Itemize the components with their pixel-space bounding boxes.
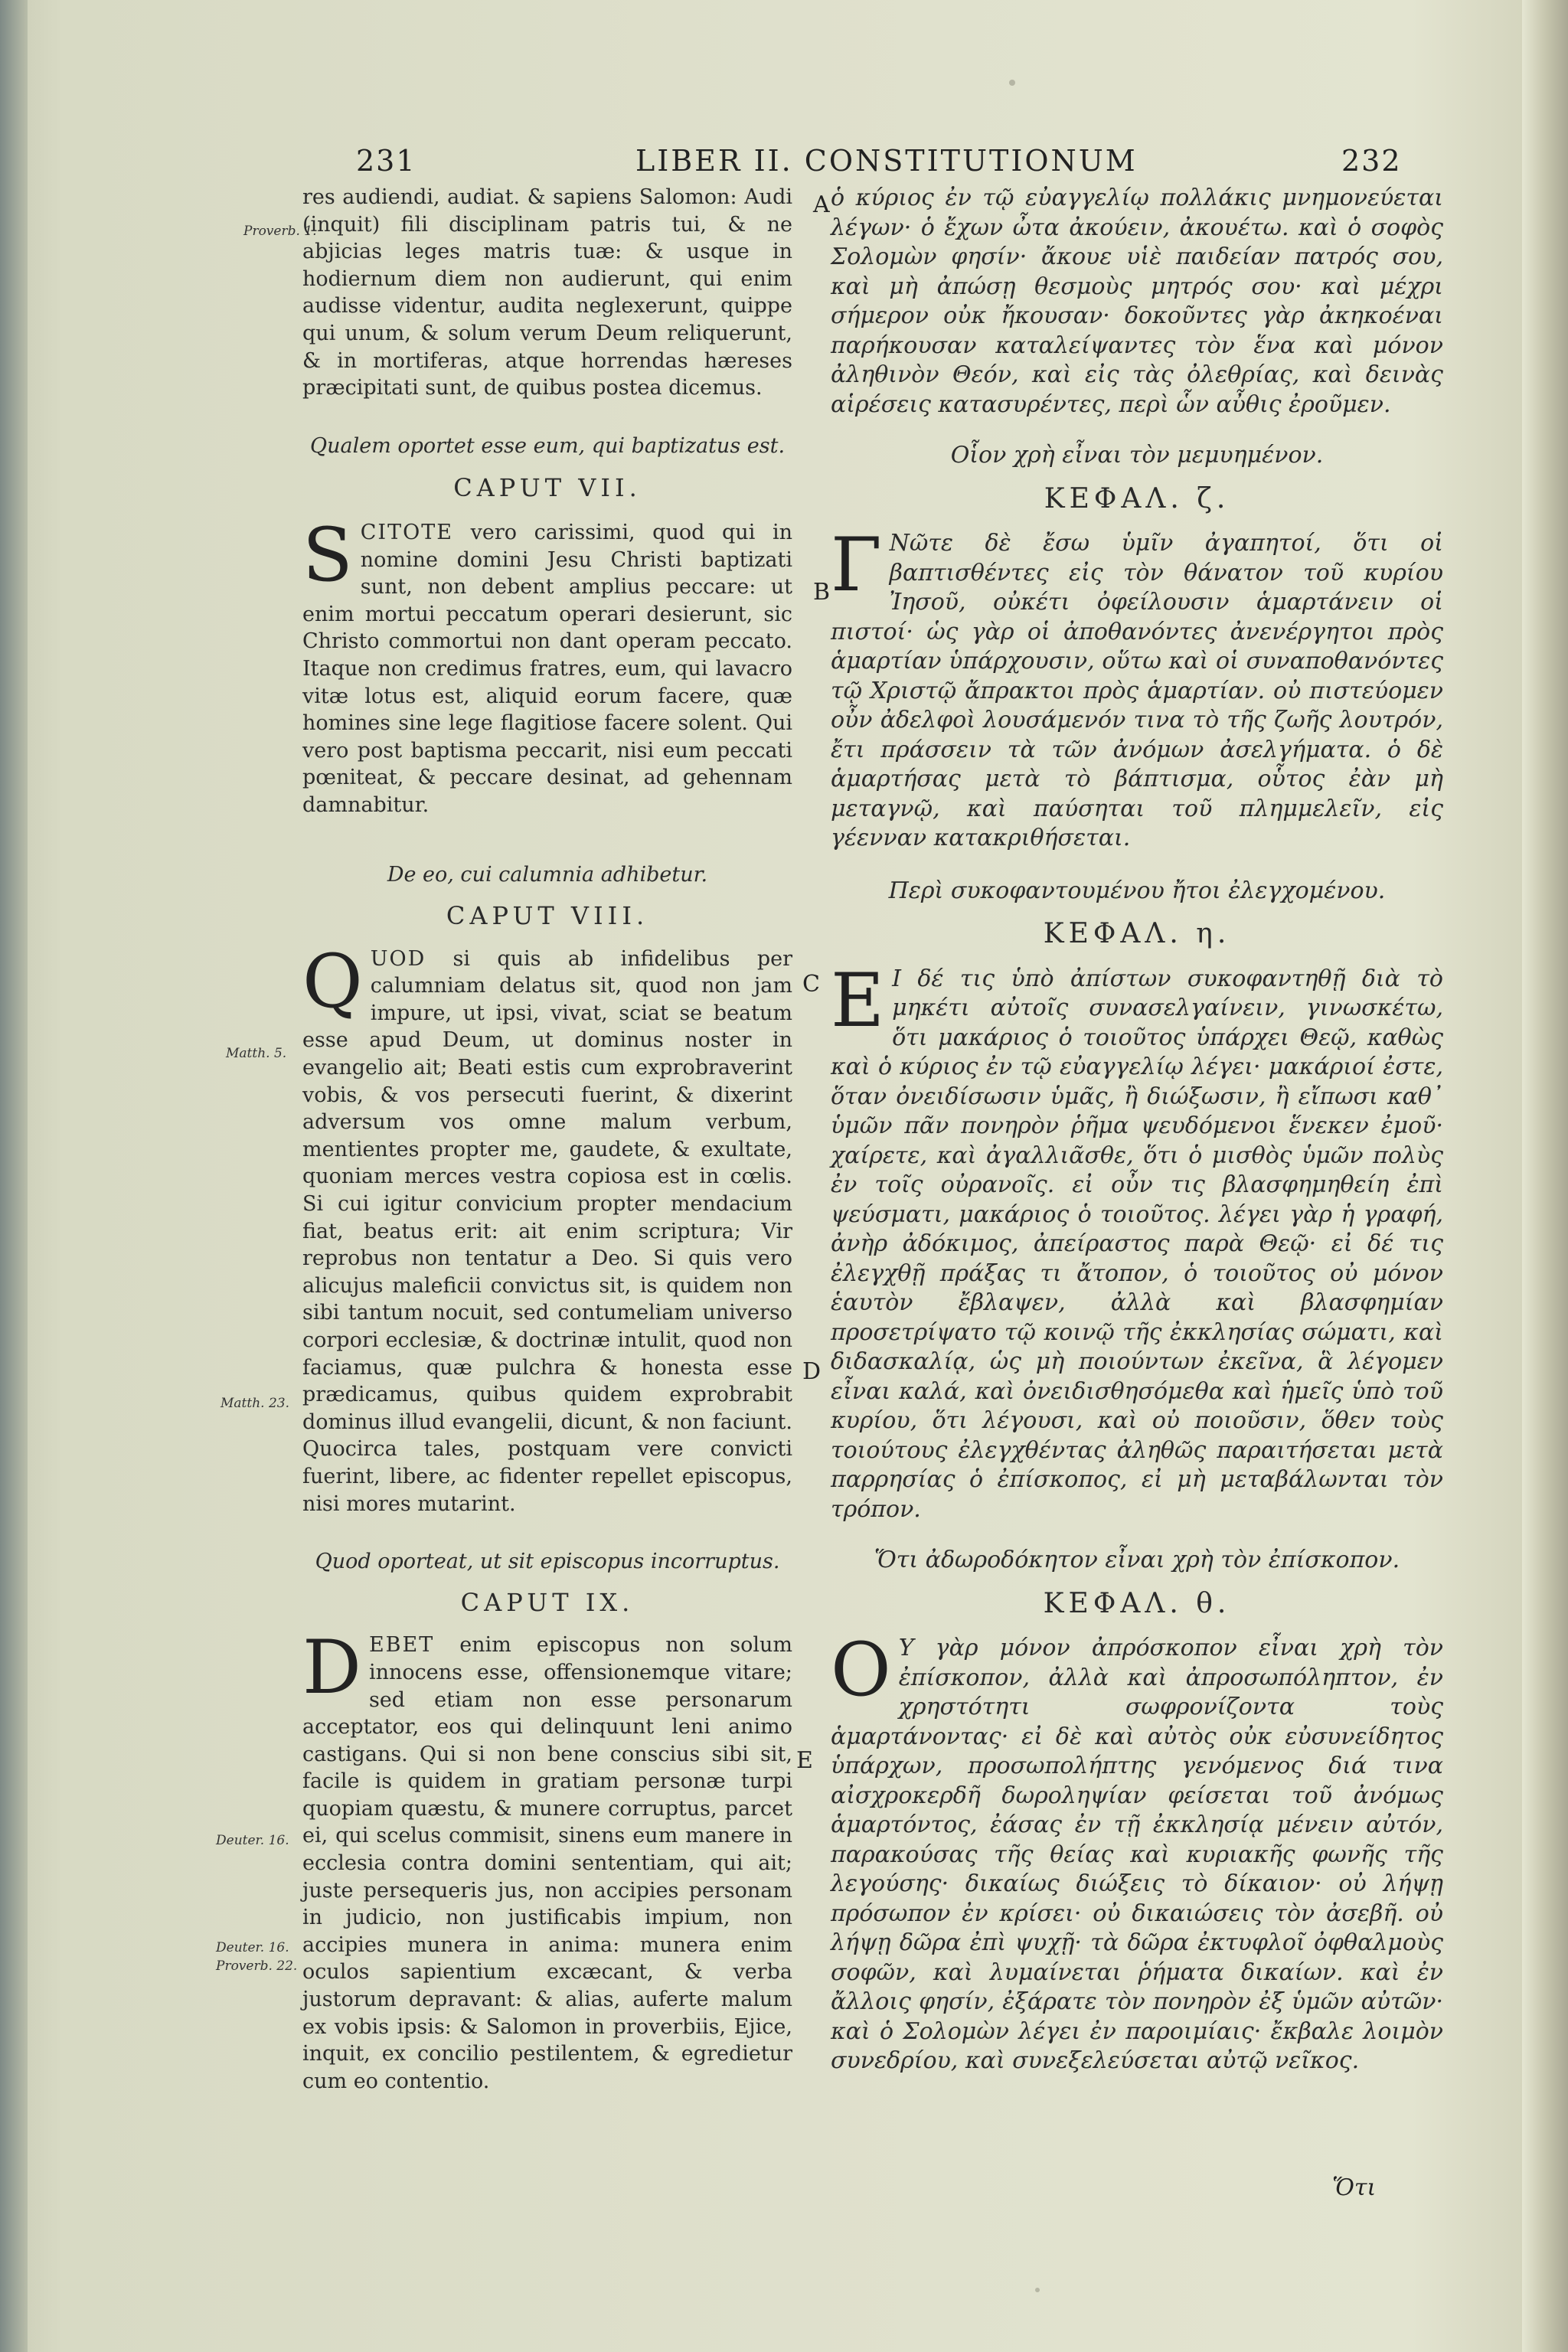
drop-cap: Q [302,938,363,1024]
page-fore-edge [1522,0,1568,2352]
greek-chapter-9-text [831,1627,1443,2076]
drop-cap: D [302,1625,361,1711]
greek-chapter-8-summary: Περὶ συκοφαντουμένου ἤτοι ἐλεγχομένου. [888,877,1386,904]
chapter-opening-word: UOD [370,946,426,971]
margin-note-matthew: Matth. 23. [220,1396,289,1411]
latin-chapter-9-summary: Quod oporteat, ut sit episcopus incorruptus. [315,1550,780,1574]
drop-cap: S [302,511,353,598]
margin-note-proverb: Proverb. 1. [243,224,317,239]
greek-column [831,184,1443,2076]
paragraph-text: Νῶτε δὲ ἔσω ὑμῖν ἀγαπητοί, ὅτι οἱ βαπτισθέντες εἰς τὸν θάνατον τοῦ κυρίου Ἰησοῦ, οὐκέτι ὀφείλουσιν ἁμαρτάνειν οἱ πιστοί· ὡς γὰρ οἱ ἀποθανόντες ἀνενέργητοι πρὸς ἁμαρτίαν ὑπάρχουσιν, οὕτω καὶ οἱ συναποθανόντες τῷ Χριστῷ ἄπρακτοι πρὸς ἁμαρτίαν. οὐ πιστεύομεν οὖν ἀδελφοὶ λουσάμενόν τινα τὸ τῆς ζωῆς λουτρόν, ἔτι πράσσειν τὰ τῶν ἀνόμων ἀσελγήματα. ὁ δὲ ἁμαρτήσας μετὰ τὸ βάπτισμα, οὗτος ἐὰν μὴ μεταγνῷ, καὶ παύσηται τοῦ πλημμελεῖν, εἰς γέενναν κατακριθήσεται. [831,530,1443,851]
latin-chapter-8-heading: CAPUT VIII. [446,901,649,931]
greek-chapter-7-heading: ΚΕΦΑΛ. ζ. [1044,482,1230,514]
greek-intro-paragraph: ὁ κύριος ἐν τῷ εὐαγγελίῳ πολλάκις μνημονεύεται λέγων· ὁ ἔχων ὦτα ἀκούειν, ἀκουέτω. καὶ ὁ σοφὸς Σολομὼν φησίν· ἄκουε υἱὲ παιδείαν πατρός σου, καὶ μὴ ἀπώσῃ θεσμοὺς μητρός σου· καὶ μέχρι σήμερον οὐκ ἤκουσαν· δοκοῦντες γὰρ ἀκηκοέναι παρήκουσαν καταλείψαντες τὸν ἕνα καὶ μόνον ἀληθινὸν Θεόν, καὶ εἰς τὰς ὀλεθρίας, καὶ δεινὰς αἱρέσεις κατασυρέντες, περὶ ὧν αὖθις ἐροῦμεν. [831,185,1443,418]
latin-chapter-7-heading: CAPUT VII. [453,473,642,503]
section-letter-a: A [813,191,830,218]
margin-note-proverb: Proverb. 22. [216,1958,298,1974]
margin-note-deuteronomy: Deuter. 16. [216,1940,289,1955]
drop-cap: Ε [831,957,885,1044]
chapter-opening-word: EBET [368,1633,435,1658]
drop-cap: Ο [831,1627,891,1713]
page-number-left: 231 [356,144,416,178]
paragraph-text: enim episcopus non solum innocens esse, offensionemque vitare; sed etiam non esse personarum acceptator, eos qui delinquunt leni animo castigans. Qui si non bene conscius sibi sit, facile is quidem in gratiam personæ turpi quopiam quæstu, & munere corruptus, parcet ei, qui scelus commisit, sinens eum manere in ecclesia contra domini sententiam, qui ait; juste persequeris jus, non accipies personam in judicio, non justificabis impium, non accipies munera in anima: munera enim oculos sapientium excæcant, & verba justorum depravant: & alias, auferte malum ex vobis ipsis: & Salomon in proverbiis, Ejice, inquit, ex concilio pestilentem, & egredietur cum eo contentio. [302,1633,792,2093]
section-letter-c: C [802,971,820,998]
catchword: Ὅτι [1332,2174,1377,2201]
paper-spot [1009,80,1015,86]
page-gutter-edge [0,0,28,2352]
paper-spot [1035,2288,1040,2292]
running-title: LIBER II. CONSTITUTIONUM [635,144,1138,178]
margin-note-matthew: Matth. 5. [226,1046,287,1061]
latin-chapter-9-text [302,1625,792,2095]
section-letter-b: B [813,579,831,606]
paragraph-text: Ι δέ τις ὑπὸ ἀπίστων συκοφαντηθῇ διὰ τὸ μηκέτι αὐτοῖς συνασελγαίνειν, γινωσκέτω, ὅτι μακάριος ὁ τοιοῦτος ὑπάρχει Θεῷ, καθὼς καὶ ὁ κύριος ἐν τῷ εὐαγγελίῳ λέγει· μακάριοί ἐστε, ὅταν ὀνειδίσωσιν ὑμᾶς, ἢ διώξωσιν, ἢ εἴπωσι καθ᾽ ὑμῶν πᾶν πονηρὸν ῥῆμα ψευδόμενοι ἕνεκεν ἐμοῦ· χαίρετε, καὶ ἀγαλλιᾶσθε, ὅτι ὁ μισθὸς ὑμῶν πολὺς ἐν τοῖς οὐρανοῖς. εἰ οὖν τις βλασφημηθείη ἐπὶ ψεύσματι, μακάριος ὁ τοιοῦτος. λέγει γὰρ ἡ γραφή, ἀνὴρ ἀδόκιμος, ἀπείραστος παρὰ Θεῷ· εἰ δέ τις ἐλεγχθῇ πράξας τι ἄτοπον, ὁ τοιοῦτος οὐ μόνον ἑαυτὸν ἔβλαψεν, ἀλλὰ καὶ βλασφημίαν προσετρίψατο τῷ κοινῷ τῆς ἐκκλησίας σώματι, καὶ διδασκαλίᾳ, ὡς μὴ ποιούντων ἐκεῖνα, ἃ λέγομεν εἶναι καλά, καὶ ὀνειδισθησόμεθα καὶ ἡμεῖς ὑπὸ τοῦ κυρίου, ὅτι λέγουσι, καὶ οὐ ποιοῦσιν, ὅθεν τοὺς τοιούτους ἐλεγχθέντας ἀληθῶς παραιτήσεται μετὰ παρρησίας ὁ ἐπίσκοπος, εἰ μὴ μεταβάλωνται τὸν τρόπον. [831,965,1443,1523]
greek-chapter-9-summary: Ὅτι ἀδωροδόκητον εἶναι χρὴ τὸν ἐπίσκοπον. [874,1547,1400,1573]
greek-chapter-8-text [831,957,1443,1525]
page-number-right: 232 [1341,144,1402,178]
drop-cap: Γ [831,522,882,608]
section-letter-d: D [802,1358,822,1385]
chapter-opening-word: CITOTE [360,520,453,544]
paragraph-text: si quis ab infidelibus per calumniam delatus sit, quod non jam impure, ut ipsi, vivat, sciat se beatum esse apud Deum, ut dominus noster in evangelio ait; Beati estis cum exprobraverint vobis, & vos persecuti fuerint, & dixerint adversum vos omne malum verbum, mentientes propter me, gaudete, & exultate, quoniam merces vestra copiosa est in cœlis. Si cui igitur convicium propter mendacium fiat, beatus erit: ait enim scriptura; Vir reprobus non tentatur a Deo. Si quis vero alicujus maleficii convictus sit, is quidem non sibi tantum nocuit, sed contumeliam universo corpori ecclesiæ, & doctrinæ intulit, quod non faciamus, quæ pulchra & honesta esse prædicamus, quibus quidem exprobrabit dominus illud evangelii, dicunt, & non faciunt. Quocirca tales, postquam vere convicti fuerint, libere, ac fidenter repellet episcopus, nisi mores mutarint. [302,946,792,1516]
latin-chapter-8-text [302,938,792,1517]
greek-chapter-9-heading: ΚΕΦΑΛ. θ. [1043,1587,1231,1619]
greek-chapter-8-heading: ΚΕΦΑΛ. η. [1043,918,1231,949]
latin-intro-paragraph: res audiendi, audiat. & sapiens Salomon: Audi (inquit) fili disciplinam patris tui, & ne abjicias leges matris tuæ: & usque in hodiernum diem non audierunt, qui enim audisse videntur, audita neglexerunt, quippe qui unum, & solum verum Deum reliquerunt, & in mortiferas, atque horrendas hæreses præcipitati sunt, de quibus postea dicemus. [302,185,792,400]
greek-chapter-7-text [831,522,1443,854]
latin-chapter-7-summary: Qualem oportet esse eum, qui baptizatus est. [309,433,786,458]
latin-chapter-9-heading: CAPUT IX. [460,1587,635,1617]
greek-chapter-7-summary: Οἷον χρὴ εἶναι τὸν μεμυημένον. [950,442,1324,469]
section-letter-e: E [796,1747,813,1774]
paragraph-text: vero carissimi, quod qui in nomine domini Jesu Christi baptizati sunt, non debent amplius peccare: ut enim mortui peccatum operari desierunt, sic Christo commortui non dant operam peccato. Itaque non credimus fratres, eum, qui lavacro vitæ lotus est, aliquid eorum facere, quæ homines sine lege flagitiose facere solent. Qui vero post baptisma peccarit, nisi eum peccati pœniteat, & peccare desinat, ad gehennam damnabitur. [302,520,792,817]
latin-column [302,184,792,2095]
latin-chapter-8-summary: De eo, cui calumnia adhibetur. [387,863,708,887]
paragraph-text: Υ γὰρ μόνον ἀπρόσκοπον εἶναι χρὴ τὸν ἐπίσκοπον, ἀλλὰ καὶ ἀπροσωπόληπτον, ἐν χρηστότητι σωφρονίζοντα τοὺς ἁμαρτάνοντας· εἰ δὲ καὶ αὐτὸς οὐκ εὐσυνείδητος ὑπάρχων, προσωπολήπτης γενόμενος διά τινα αἰσχροκερδῆ δωροληψίαν φείσεται τοῦ ἀνόμως ἁμαρτόντος, ἐάσας ἐν τῇ ἐκκλησίᾳ μένειν αὐτόν, παρακούσας τῆς θείας καὶ κυριακῆς φωνῆς τῆς λεγούσης· δικαίως διώξεις τὸ δίκαιον· οὐ λήψῃ πρόσωπον ἐν κρίσει· οὐ δικαιώσεις τὸν ἀσεβῆ. οὐ λήψῃ δῶρα ἐπὶ ψυχῇ· τὰ δῶρα ἐκτυφλοῖ ὀφθαλμοὺς σοφῶν, καὶ λυμαίνεται ῥήματα δικαίων. καὶ ἐν ἄλλοις φησίν, ἐξάρατε τὸν πονηρὸν ἐξ ὑμῶν αὐτῶν· καὶ ὁ Σολομὼν λέγει ἐν παροιμίαις· ἔκβαλε λοιμὸν συνεδρίου, καὶ συνεξελεύσεται αὐτῷ νεῖκος. [831,1635,1443,2074]
latin-chapter-7-text [302,511,792,819]
margin-note-deuteronomy: Deuter. 16. [216,1833,289,1848]
